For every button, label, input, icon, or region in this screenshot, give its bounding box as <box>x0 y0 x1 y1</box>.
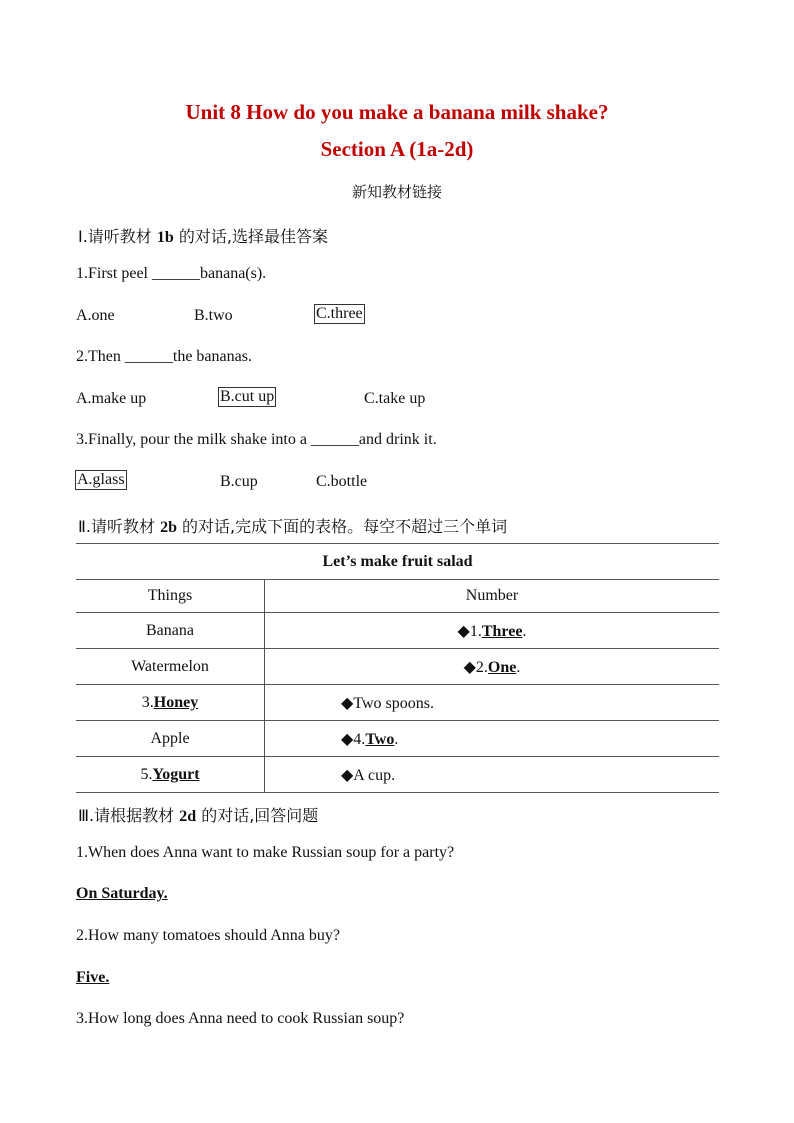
part3-heading <box>78 803 318 826</box>
thing-cell <box>76 613 265 649</box>
number-suffix: . <box>394 730 399 748</box>
thing-cell <box>76 649 265 685</box>
number-text: ◆Two spoons. <box>341 694 434 712</box>
q3-option-b[interactable]: B.cup <box>220 473 258 490</box>
part2-heading-pre: Ⅱ.请听教材 <box>78 517 161 536</box>
thing-cell <box>76 721 265 757</box>
thing-cell <box>76 757 265 793</box>
part2-heading-bold: 2b <box>160 519 177 536</box>
number-cell <box>265 685 720 721</box>
question-3-stem: 3.Finally, pour the milk shake into a ______and drink it. <box>76 431 437 448</box>
table-row <box>76 721 719 757</box>
section-title: Section A (1a-2d) <box>320 137 474 161</box>
q1-option-c-selected[interactable]: C.three <box>316 305 363 322</box>
table-header-row <box>76 580 719 613</box>
table-row <box>76 649 719 685</box>
part3-answer-1: On Saturday. <box>76 885 168 902</box>
thing-text: Banana <box>146 621 194 639</box>
question-1-stem: 1.First peel ______banana(s). <box>76 265 267 282</box>
number-answer: One <box>487 658 517 676</box>
table-caption: Let’s make fruit salad <box>76 544 719 580</box>
thing-cell <box>76 685 265 721</box>
number-text: ◆A cup. <box>341 766 396 784</box>
part3-question-1: 1.When does Anna want to make Russian soup for a party? <box>76 844 455 861</box>
table-row <box>76 685 719 721</box>
q3-option-c[interactable]: C.bottle <box>316 473 368 490</box>
thing-text: Apple <box>150 729 190 747</box>
q2-option-a[interactable]: A.make up <box>76 390 147 407</box>
part3-question-2: 2.How many tomatoes should Anna buy? <box>76 927 340 944</box>
header-number: Number <box>265 580 720 613</box>
thing-answer: Honey <box>153 693 199 711</box>
number-answer: Two <box>365 730 395 748</box>
part1-heading-post: 的对话,选择最佳答案 <box>173 227 328 246</box>
number-cell <box>265 757 720 793</box>
thing-prefix: 3. <box>141 693 154 711</box>
part3-heading-bold: 2d <box>179 808 197 825</box>
table-row <box>76 757 719 793</box>
part1-heading-bold: 1b <box>156 229 174 246</box>
q1-option-b[interactable]: B.two <box>194 307 233 324</box>
fruit-salad-table <box>76 543 719 793</box>
q2-option-c[interactable]: C.take up <box>364 390 426 407</box>
part2-heading <box>78 514 507 537</box>
thing-prefix: 5. <box>140 765 153 783</box>
part3-question-3: 3.How long does Anna need to cook Russian soup? <box>76 1010 405 1027</box>
number-cell <box>265 721 720 757</box>
number-prefix: ◆2. <box>463 658 488 676</box>
number-cell <box>265 649 720 685</box>
unit-title: Unit 8 How do you make a banana milk shake? <box>185 100 609 124</box>
q3-option-a-selected[interactable]: A.glass <box>77 471 125 488</box>
table-row <box>76 613 719 649</box>
header-things: Things <box>76 580 265 613</box>
subtitle: 新知教材链接 <box>351 183 442 201</box>
question-2-stem: 2.Then ______the bananas. <box>76 348 252 365</box>
number-prefix: ◆4. <box>341 730 366 748</box>
q1-option-a[interactable]: A.one <box>76 307 115 324</box>
thing-text: Watermelon <box>131 657 209 675</box>
part3-heading-pre: Ⅲ.请根据教材 <box>78 806 180 825</box>
number-answer: Three <box>481 622 523 640</box>
part3-heading-post: 的对话,回答问题 <box>196 806 319 825</box>
part1-heading-pre: Ⅰ.请听教材 <box>78 227 157 246</box>
part3-answer-2: Five. <box>76 969 110 986</box>
number-prefix: ◆1. <box>457 622 482 640</box>
part1-heading <box>78 224 328 247</box>
thing-answer: Yogurt <box>152 765 200 783</box>
number-suffix: . <box>516 658 521 676</box>
part2-heading-post: 的对话,完成下面的表格。每空不超过三个单词 <box>176 517 508 536</box>
q2-option-b-selected[interactable]: B.cut up <box>220 388 275 405</box>
table-caption-row <box>76 544 719 580</box>
number-cell <box>265 613 720 649</box>
number-suffix: . <box>522 622 527 640</box>
